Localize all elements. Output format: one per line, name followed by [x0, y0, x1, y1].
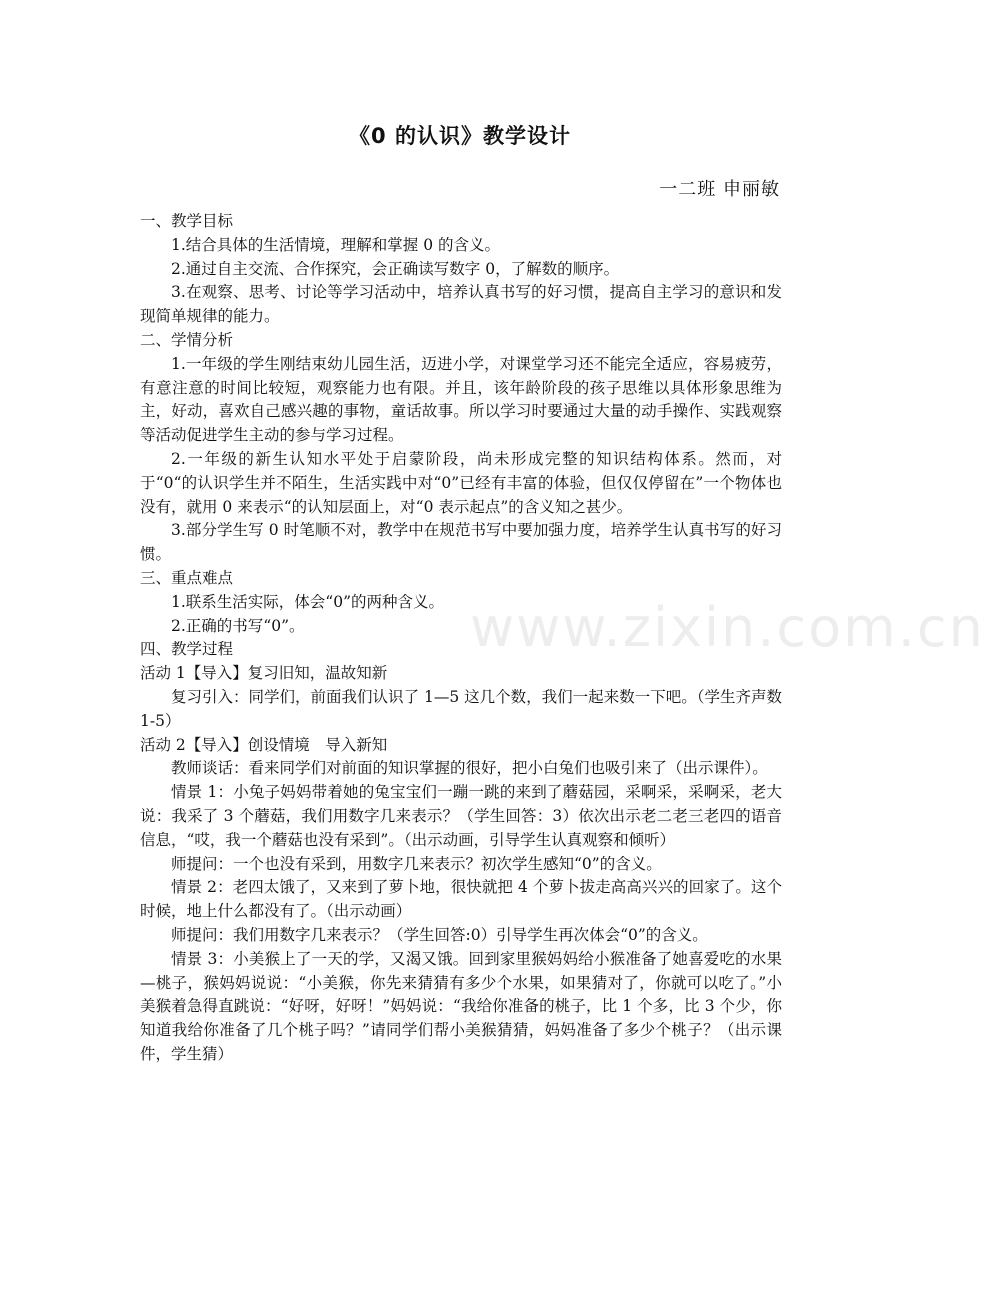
- paragraph: 2.一年级的新生认知水平处于启蒙阶段，尚未形成完整的知识结构体系。然而，对于“0“的认识学生并不陌生，生活实践中对“0”已经有丰富的体验，但仅仅停留在”一个物体也没有，就用 0 来表示“的认知层面上，对“0 表示起点”的含义知之甚少。: [140, 449, 782, 516]
- paragraph: 复习引入：同学们，前面我们认识了 1—5 这几个数，我们一起来数一下吧。（学生齐声数 1-5）: [140, 687, 782, 730]
- document-title: 《0 的认识》教学设计: [349, 124, 571, 148]
- section-heading: 三、重点难点: [140, 568, 234, 587]
- paragraph: 情景 3：小美猴上了一天的学，又渴又饿。回到家里猴妈妈给小猴准备了她喜爱吃的水果—桃子，猴妈妈说说：“小美猴，你先来猜猜有多少个水果，如果猜对了，你就可以吃了。”小美猴着急得直跳说：“好呀，好呀！”妈妈说：“我给你准备的桃子，比 1 个多，比 3 个少，你知道我给你准备了几个桃子吗？”请同学们帮小美猴猜猜，妈妈准备了多少个桃子？（出示课件，学生猜）: [140, 949, 782, 1063]
- watermark: www.zixin.com.cn: [470, 596, 985, 659]
- document-author: 一二班 申丽敏: [659, 179, 780, 200]
- paragraph: 师提问：一个也没有采到，用数字几来表示？初次学生感知“0”的含义。: [171, 854, 662, 873]
- paragraph: 1.联系生活实际，体会“0”的两种含义。: [171, 592, 444, 611]
- paragraph: 3.在观察、思考、讨论等学习活动中，培养认真书写的好习惯，提高自主学习的意识和发现简单规律的能力。: [140, 283, 782, 326]
- paragraph: 2.正确的书写“0”。: [171, 616, 305, 635]
- section-heading: 活动 1【导入】复习旧知，温故知新: [140, 664, 388, 683]
- paragraph: 情景 2：老四太饿了，又来到了萝卜地，很快就把 4 个萝卜拔走高高兴兴的回家了。这个时候，地上什么都没有了。（出示动画）: [140, 878, 782, 921]
- section-heading: 四、教学过程: [140, 640, 234, 659]
- section-heading: 二、学情分析: [140, 330, 234, 349]
- paragraph: 情景 1：小兔子妈妈带着她的兔宝宝们一蹦一跳的来到了蘑菇园，采啊采，采啊采，老大说：我采了 3 个蘑菇，我们用数字几来表示？（学生回答：3）依次出示老二老三老四的语音信息，“哎，我一个蘑菇也没有采到”。（出示动画，引导学生认真观察和倾听）: [140, 783, 782, 849]
- paragraph: 2.通过自主交流、合作探究，会正确读写数字 0，了解数的顺序。: [171, 259, 620, 278]
- section-heading: 活动 2【导入】创设情境 导入新知: [140, 735, 388, 754]
- paragraph: 3.部分学生写 0 时笔顺不对，教学中在规范书写中要加强力度，培养学生认真书写的好习惯。: [140, 521, 782, 564]
- paragraph: 教师谈话：看来同学们对前面的知识掌握的很好，把小白兔们也吸引来了（出示课件）。: [171, 759, 768, 778]
- paragraph: 1.结合具体的生活情境，理解和掌握 0 的含义。: [171, 235, 501, 254]
- document-body: [140, 210, 782, 1067]
- section-heading: 一、教学目标: [140, 212, 234, 230]
- paragraph: 1.一年级的学生刚结束幼儿园生活，迈进小学，对课堂学习还不能完全适应，容易疲劳，有意注意的时间比较短，观察能力也有限。并且，该年龄阶段的孩子思维以具体形象思维为主，好动，喜欢自己感兴趣的事物，童话故事。所以学习时要通过大量的动手操作、实践观察等活动促进学生主动的参与学习过程。: [140, 354, 782, 445]
- paragraph: 师提问：我们用数字几来表示？（学生回答:0）引导学生再次体会“0”的含义。: [171, 925, 708, 944]
